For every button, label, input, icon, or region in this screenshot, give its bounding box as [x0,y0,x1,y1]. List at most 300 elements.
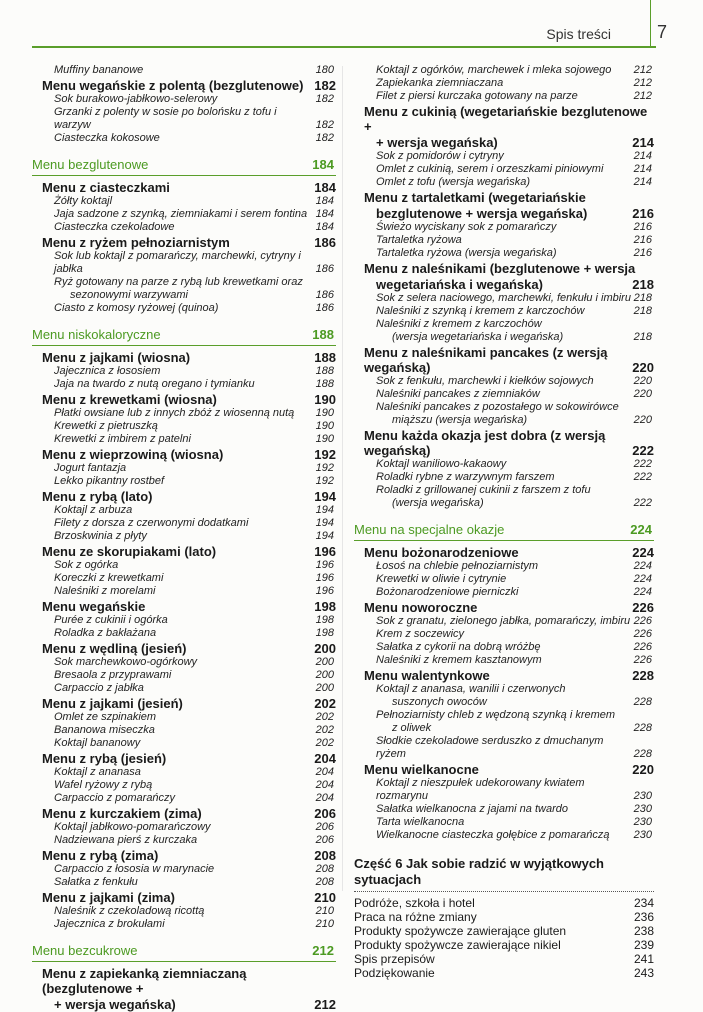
entry-title: Menu z tartaletkami (wegetariańskie [364,190,586,205]
entry-page-number: 210 [315,905,334,917]
entry-page-number: 192 [315,462,334,474]
entry-page-number: 234 [633,896,654,910]
toc-recipe-entry [354,458,654,471]
toc-recipe-entry [32,669,336,682]
entry-title: Świeżo wyciskany sok z pomarańczy [376,221,557,233]
entry-title: Menu bożonarodzeniowe [364,545,519,560]
entry-page-number: 220 [633,414,652,426]
entry-title: Filet z piersi kurczaka gotowany na parze [376,90,578,102]
entry-title: Menu noworoczne [364,600,478,615]
toc-part-heading [354,856,654,892]
entry-page-number: 222 [633,497,652,509]
toc-appendix-entry [354,938,654,952]
toc-menu-entry [354,345,654,375]
entry-title: Sok burakowo-jabłkowo-selerowy [54,93,218,105]
entry-title: Menu wielkanocne [364,762,479,777]
toc-recipe-entry [32,378,336,391]
toc-recipe-entry [354,628,654,641]
entry-title: Koktajl z ananasa [54,766,141,778]
entry-page-number: 186 [315,289,334,301]
entry-title: Sok z ogórka [54,559,119,571]
entry-page-number: 184 [314,180,336,195]
entry-page-number: 224 [633,586,652,598]
toc-recipe-entry [354,484,654,497]
entry-title: Carpaccio z jabłka [54,682,144,694]
entry-title: Żółty koktajl [54,195,113,207]
entry-title: Menu z wędliną (jesień) [42,641,187,656]
toc-menu-entry [354,428,654,458]
toc-recipe-entry-continued [32,289,336,302]
entry-page-number: 214 [632,135,654,150]
entry-title: Ryż gotowany na parze z rybą lub krewetkami oraz [54,276,303,288]
entry-page-number: 192 [314,447,336,462]
entry-title: Naleśniki z morelami [54,585,156,597]
toc-recipe-entry [354,234,654,247]
entry-title: Sałatka z fenkułu [54,876,138,888]
toc-recipe-entry-continued [354,722,654,735]
entry-title: Roladka z bakłażana [54,627,157,639]
entry-page-number: 184 [315,195,334,207]
entry-page-number: 206 [315,821,334,833]
toc-recipe-entry [354,586,654,599]
entry-page-number: 204 [314,751,336,766]
toc-menu-entry-continued [32,997,336,1012]
entry-page-number: 206 [315,834,334,846]
entry-title: Tartaletka ryżowa [376,234,462,246]
entry-page-number: 194 [315,517,334,529]
entry-title: Jogurt fantazja [54,462,127,474]
entry-page-number: 220 [633,375,652,387]
toc-menu-entry [32,489,336,504]
toc-menu-entry [32,848,336,863]
toc-recipe-entry [354,683,654,696]
toc-recipe-entry [354,471,654,484]
entry-title: Pełnoziarnisty chleb z wędzoną szynką i kremem [376,709,616,721]
entry-page-number: 186 [315,302,334,314]
entry-title: Ciasteczka czekoladowe [54,221,175,233]
toc-menu-entry [354,261,654,276]
toc-recipe-entry [32,863,336,876]
toc-recipe-entry-continued [354,331,654,344]
entry-title: Wielkanocne ciasteczka gołębice z pomarańczą [376,829,610,841]
entry-page-number: 230 [633,816,652,828]
entry-title: Sok z fenkułu, marchewki i kiełków sojowych [376,375,594,387]
entry-title: Koreczki z krewetkami [54,572,164,584]
toc-recipe-entry [32,106,336,132]
entry-page-number: 228 [633,748,652,760]
entry-page-number: 200 [315,656,334,668]
entry-page-number: 214 [633,150,652,162]
entry-title: Menu z jajkami (wiosna) [42,350,191,365]
entry-page-number: 186 [315,263,334,275]
toc-recipe-entry [32,585,336,598]
entry-page-number: 184 [315,208,334,220]
entry-page-number: 204 [315,779,334,791]
entry-page-number: 190 [315,407,334,419]
toc-recipe-entry [32,462,336,475]
toc-recipe-entry [32,433,336,446]
toc-recipe-entry [354,654,654,667]
toc-appendix-entry [354,896,654,910]
entry-page-number: 182 [315,132,334,144]
toc-recipe-entry [354,829,654,842]
toc-menu-entry [32,350,336,365]
entry-title: Naleśnik z czekoladową ricottą [54,905,205,917]
toc-menu-entry [32,751,336,766]
entry-page-number: 226 [633,654,652,666]
toc-recipe-entry [32,132,336,145]
entry-title: Koktajl z nieszpułek udekorowany kwiatem rozmarynu [376,777,585,802]
entry-page-number: 210 [314,890,336,905]
entry-page-number: 236 [633,910,654,924]
toc-recipe-entry [354,573,654,586]
entry-page-number: 226 [633,641,652,653]
toc-column-left [32,64,336,1012]
entry-title: Menu niskokaloryczne [32,327,161,342]
entry-title: Łosoś na chlebie pełnoziarnistym [376,560,539,572]
entry-page-number: 218 [633,331,652,343]
entry-page-number: 222 [632,443,654,458]
toc-menu-entry [354,668,654,683]
entry-page-number: 226 [633,615,652,627]
toc-recipe-entry [32,221,336,234]
entry-page-number: 224 [630,522,652,537]
toc-recipe-entry [354,163,654,176]
entry-title: Produkty spożywcze zawierające gluten [354,924,567,938]
entry-title: Sałatka z cykorii na dobrą wróżbę [376,641,541,653]
toc-appendix-entry [354,910,654,924]
entry-title: Menu z kurczakiem (zima) [42,806,202,821]
entry-title: Menu wegańskie z polentą (bezglutenowe) [42,78,304,93]
entry-title: Menu ze skorupiakami (lato) [42,544,217,559]
entry-page-number: 208 [315,876,334,888]
entry-page-number: 214 [633,176,652,188]
entry-page-number: 216 [633,247,652,259]
entry-page-number: 220 [633,388,652,400]
toc-recipe-entry [32,834,336,847]
entry-page-number: 228 [632,668,654,683]
entry-page-number: 200 [315,669,334,681]
entry-title: z oliwek [392,722,432,734]
entry-page-number: 206 [314,806,336,821]
entry-title: + wersja wegańska) [54,997,176,1012]
entry-page-number: 222 [633,458,652,470]
entry-title: Menu walentynkowe [364,668,490,683]
entry-title: Menu z jajkami (jesień) [42,696,183,711]
entry-page-number: 184 [315,221,334,233]
entry-page-number: 204 [315,766,334,778]
toc-recipe-entry [32,572,336,585]
entry-page-number: 216 [633,234,652,246]
toc-recipe-entry [32,475,336,488]
entry-title: Produkty spożywcze zawierające nikiel [354,938,561,952]
entry-title: Grzanki z polenty w sosie po bolońsku z tofu i warzyw [54,106,277,131]
entry-title: Koktajl z arbuza [54,504,133,516]
entry-page-number: 228 [633,722,652,734]
entry-title: Jajecznica z łososiem [54,365,161,377]
entry-page-number: 198 [314,599,336,614]
toc-recipe-entry [32,420,336,433]
toc-column-right [354,64,654,980]
toc-menu-entry [32,392,336,407]
entry-title: Nadziewana pierś z kurczaka [54,834,198,846]
entry-page-number: 202 [315,737,334,749]
entry-title: bezglutenowe + wersja wegańska) [376,206,588,221]
toc-recipe-entry [354,735,654,761]
toc-section-heading [32,943,336,962]
toc-recipe-entry [32,250,336,276]
entry-title: Menu z rybą (lato) [42,489,153,504]
entry-title: Bresaola z przyprawami [54,669,172,681]
entry-title: Tartaletka ryżowa (wersja wegańska) [376,247,557,259]
toc-menu-entry [354,762,654,777]
entry-page-number: 196 [315,585,334,597]
header-page-number: 7 [656,22,667,42]
toc-menu-entry-continued [354,277,654,292]
entry-page-number: 212 [633,77,652,89]
entry-page-number: 186 [314,235,336,250]
entry-page-number: 194 [315,504,334,516]
toc-recipe-entry [354,641,654,654]
entry-page-number: 200 [314,641,336,656]
toc-recipe-entry [32,365,336,378]
toc-recipe-entry [32,918,336,931]
entry-title: Podróże, szkoła i hotel [354,896,475,910]
entry-title: suszonych owoców [392,696,487,708]
toc-menu-entry [354,190,654,205]
entry-title: Omlet z cukinią, serem i orzeszkami piniowymi [376,163,604,175]
entry-page-number: 202 [315,711,334,723]
toc-recipe-entry [354,816,654,829]
entry-page-number: 220 [632,360,654,375]
entry-title: sezonowymi warzywami [70,289,188,301]
entry-page-number: 194 [314,489,336,504]
entry-page-number: 188 [312,327,334,342]
entry-title: Sok lub koktajl z pomarańczy, marchewki, cytryny i jabłka [54,250,301,275]
entry-title: Koktajl bananowy [54,737,141,749]
entry-title: Menu z naleśnikami pancakes (z wersją wegańską) [364,345,608,375]
entry-title: Krewetki z pietruszką [54,420,158,432]
toc-recipe-entry [32,614,336,627]
entry-title: Wafel ryżowy z rybą [54,779,153,791]
entry-title: Naleśniki pancakes z pozostałego w sokowirówce [376,401,619,413]
entry-page-number: 198 [315,614,334,626]
appendix-list [354,896,654,980]
entry-title: Bożonarodzeniowe pierniczki [376,586,519,598]
toc-recipe-entry [354,615,654,628]
entry-page-number: 224 [633,573,652,585]
entry-title: Zapiekanka ziemniaczana [376,77,504,89]
entry-page-number: 196 [315,559,334,571]
entry-page-number: 239 [633,938,654,952]
entry-title: Omlet z tofu (wersja wegańska) [376,176,531,188]
entry-title: (wersja wegańska) [392,497,484,509]
entry-page-number: 226 [632,600,654,615]
entry-title: Lekko pikantny rostbef [54,475,165,487]
toc-recipe-entry [354,803,654,816]
toc-recipe-entry [354,401,654,414]
entry-title: Muffiny bananowe [54,64,144,76]
toc-menu-entry [32,180,336,195]
entry-title: Jajecznica z brokułami [54,918,165,930]
entry-title: Część 6 Jak sobie radzić w wyjątkowych sytuacjach [354,856,605,887]
entry-page-number: 196 [315,572,334,584]
entry-page-number: 182 [315,119,334,131]
entry-title: Słodkie czekoladowe serduszko z dmuchanym ryżem [376,735,604,760]
entry-page-number: 184 [312,157,334,172]
toc-recipe-entry [354,305,654,318]
entry-title: (wersja wegetariańska i wegańska) [392,331,564,343]
toc-appendix-entry [354,966,654,980]
entry-page-number: 238 [633,924,654,938]
entry-title: Tarta wielkanocna [376,816,465,828]
toc-recipe-entry [32,627,336,640]
entry-title: Purée z cukinii i ogórka [54,614,168,626]
toc-recipe-entry [32,724,336,737]
toc-appendix-entry [354,924,654,938]
toc-recipe-entry [354,90,654,103]
entry-page-number: 190 [314,392,336,407]
toc-section-heading [32,157,336,176]
toc-recipe-entry [354,388,654,401]
toc-menu-entry [32,235,336,250]
entry-title: Menu z zapiekanką ziemniaczaną (bezglutenowe + [42,966,247,996]
entry-page-number: 212 [312,943,334,958]
toc-recipe-entry [32,64,336,77]
header-title: Spis treści [546,26,611,42]
toc-recipe-entry [354,560,654,573]
entry-title: Ciasteczka kokosowe [54,132,160,144]
toc-section-heading [32,327,336,346]
entry-page-number: 200 [315,682,334,694]
toc-recipe-entry [32,517,336,530]
entry-page-number: 190 [315,433,334,445]
entry-page-number: 190 [315,420,334,432]
entry-page-number: 198 [315,627,334,639]
toc-recipe-entry [32,876,336,889]
entry-title: Koktajl z ogórków, marchewek i mleka sojowego [376,64,612,76]
entry-page-number: 216 [632,206,654,221]
entry-page-number: 212 [633,90,652,102]
entry-title: + wersja wegańska) [376,135,498,150]
entry-page-number: 202 [314,696,336,711]
toc-recipe-entry [354,176,654,189]
entry-page-number: 230 [633,803,652,815]
toc-recipe-entry [32,779,336,792]
entry-title: Koktajl waniliowo-kakaowy [376,458,507,470]
entry-page-number: 222 [633,471,652,483]
entry-page-number: 228 [633,696,652,708]
toc-menu-entry [32,599,336,614]
toc-menu-entry [354,600,654,615]
entry-page-number: 243 [633,966,654,980]
entry-title: Roladki z grillowanej cukinii z farszem z tofu [376,484,591,496]
entry-page-number: 194 [315,530,334,542]
toc-menu-entry-continued [354,135,654,150]
page-header [0,0,703,70]
entry-page-number: 192 [315,475,334,487]
toc-recipe-entry [32,530,336,543]
toc-appendix-entry [354,952,654,966]
toc-recipe-entry [354,709,654,722]
entry-page-number: 208 [314,848,336,863]
entry-title: Naleśniki pancakes z ziemniaków [376,388,540,400]
toc-recipe-entry [354,150,654,163]
entry-title: Menu bezglutenowe [32,157,149,172]
toc-menu-entry [354,104,654,134]
entry-page-number: 218 [633,305,652,317]
entry-page-number: 212 [633,64,652,76]
toc-recipe-entry [32,821,336,834]
entry-page-number: 210 [315,918,334,930]
entry-title: Menu z krewetkami (wiosna) [42,392,217,407]
entry-title: Spis przepisów [354,952,435,966]
entry-title: Roladki rybne z warzywnym farszem [376,471,555,483]
entry-title: Sałatka wielkanocna z jajami na twardo [376,803,568,815]
toc-recipe-entry [32,766,336,779]
toc-recipe-entry [32,682,336,695]
toc-recipe-entry-continued [354,414,654,427]
toc-recipe-entry [32,195,336,208]
entry-page-number: 188 [315,365,334,377]
entry-page-number: 202 [315,724,334,736]
toc-recipe-entry [32,737,336,750]
toc-recipe-entry [32,208,336,221]
entry-page-number: 188 [314,350,336,365]
toc-recipe-entry [354,318,654,331]
entry-title: Naleśniki z kremem z karczochów [376,318,542,330]
entry-page-number: 230 [633,829,652,841]
toc-recipe-entry [32,559,336,572]
toc-recipe-entry [354,64,654,77]
entry-page-number: 218 [632,277,654,292]
toc-menu-entry [354,545,654,560]
entry-title: wegetariańska i wegańska) [376,277,543,292]
toc-menu-entry-continued [354,206,654,221]
entry-title: Brzoskwinia z płyty [54,530,147,542]
entry-page-number: 208 [315,863,334,875]
entry-title: Carpaccio z pomarańczy [54,792,176,804]
entry-page-number: 188 [315,378,334,390]
toc-recipe-entry [32,276,336,289]
entry-title: Jaja sadzone z szynką, ziemniakami i serem fontina [54,208,308,220]
entry-title: Praca na różne zmiany [354,910,477,924]
entry-page-number: 224 [633,560,652,572]
entry-page-number: 230 [633,790,652,802]
toc-recipe-entry [32,302,336,315]
entry-title: Koktajl jabłkowo-pomarańczowy [54,821,211,833]
entry-title: Menu na specjalne okazje [354,522,505,537]
entry-page-number: 216 [633,221,652,233]
entry-title: Ciasto z komosy ryżowej (quinoa) [54,302,219,314]
entry-title: Filety z dorsza z czerwonymi dodatkami [54,517,249,529]
toc-recipe-entry [354,375,654,388]
entry-page-number: 218 [633,292,652,304]
toc-recipe-entry-continued [354,696,654,709]
entry-title: Menu z cukinią (wegetariańskie bezglutenowe + [364,104,648,134]
toc-recipe-entry [32,504,336,517]
toc-recipe-entry [32,93,336,106]
toc-recipe-entry [354,777,654,803]
toc-menu-entry [32,806,336,821]
entry-page-number: 241 [633,952,654,966]
toc-recipe-entry [32,407,336,420]
entry-title: Sok z selera naciowego, marchewki, fenkułu i imbiru [376,292,631,304]
entry-page-number: 196 [314,544,336,559]
entry-title: Sok marchewkowo-ogórkowy [54,656,198,668]
entry-title: miąższu (wersja wegańska) [392,414,528,426]
entry-page-number: 180 [315,64,334,76]
